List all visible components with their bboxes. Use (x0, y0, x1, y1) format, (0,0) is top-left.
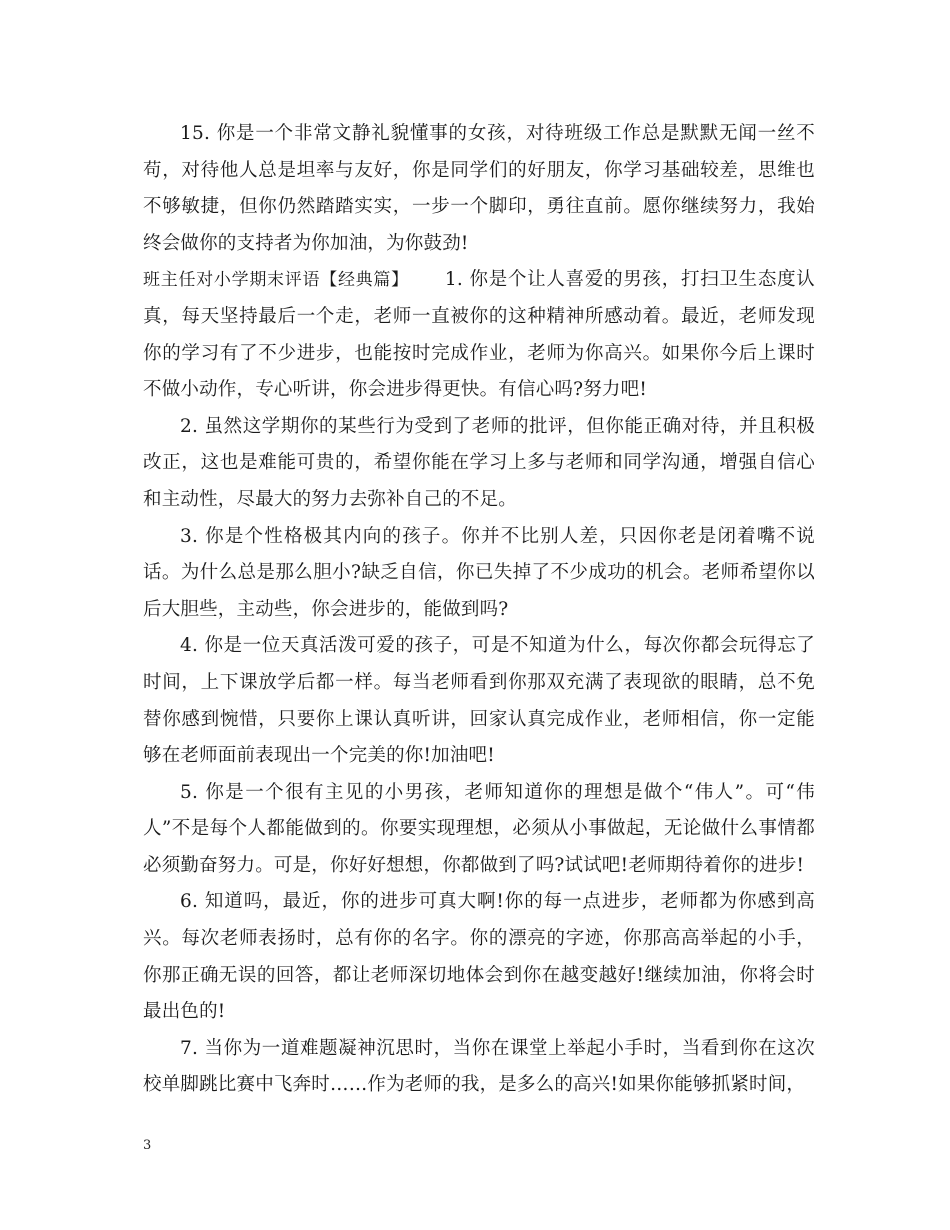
paragraph-item-4: 4. 你是一位天真活泼可爱的孩子，可是不知道为什么，每次你都会玩得忘了时间，上下课放学后都一样。每当老师看到你那双充满了表现欲的眼睛，总不免替你感到惋惜，只要你上课认真听讲，回家认真完成作业，老师相信，你一定能够在老师面前表现出一个完美的你!加油吧! (143, 635, 815, 767)
section-heading: 班主任对小学期末评语【经典篇】 (143, 270, 409, 291)
paragraph-item-1: 1. 你是个让人喜爱的男孩，打扫卫生态度认真，每天坚持最后一个走，老师一直被你的这种精神所感动着。最近，老师发现你的学习有了不少进步，也能按时完成作业，老师为你高兴。如果你今后上课时不做小动作，专心听讲，你会进步得更快。有信心吗?努力吧! (143, 269, 816, 401)
paragraph-item-5: 5. 你是一个很有主见的小男孩，老师知道你的理想是做个“伟人”。可“伟人”不是每个人都能做到的。你要实现理想，必须从小事做起，无论做什么事情都必须勤奋努力。可是，你好好想想，你都做到了吗?试试吧!老师期待着你的进步! (143, 781, 815, 876)
section-paragraph (143, 262, 815, 408)
paragraph-item-3: 3. 你是个性格极其内向的孩子。你并不比别人差，只因你老是闭着嘴不说话。为什么总是那么胆小?缺乏自信，你已失掉了不少成功的机会。老师希望你以后大胆些，主动些，你会进步的，能做到吗? (143, 525, 815, 620)
paragraph-item-15: 15. 你是一个非常文静礼貌懂事的女孩，对待班级工作总是默默无闻一丝不苟，对待他人总是坦率与友好，你是同学们的好朋友，你学习基础较差，思维也不够敏捷，但你仍然踏踏实实，一步一个脚印，勇往直前。愿你继续努力，我始终会做你的支持者为你加油，为你鼓劲! (143, 123, 815, 254)
paragraph-item-7: 7. 当你为一道难题凝神沉思时，当你在课堂上举起小手时，当看到你在这次校单脚跳比赛中飞奔时……作为老师的我，是多么的高兴!如果你能够抓紧时间， (143, 1037, 815, 1096)
paragraph-item-6: 6. 知道吗，最近，你的进步可真大啊!你的每一点进步，老师都为你感到高兴。每次老师表扬时，总有你的名字。你的漂亮的字迹，你那高高举起的小手，你那正确无误的回答，都让老师深切地体会到你在越变越好!继续加油，你将会时最出色的! (143, 891, 815, 1023)
page-number: 3 (143, 1138, 152, 1153)
paragraph-item-2: 2. 虽然这学期你的某些行为受到了老师的批评，但你能正确对待，并且积极改正，这也是难能可贵的，希望你能在学习上多与老师和同学沟通，增强自信心和主动性，尽最大的努力去弥补自己的不足。 (143, 415, 815, 510)
document-body (143, 116, 815, 1104)
